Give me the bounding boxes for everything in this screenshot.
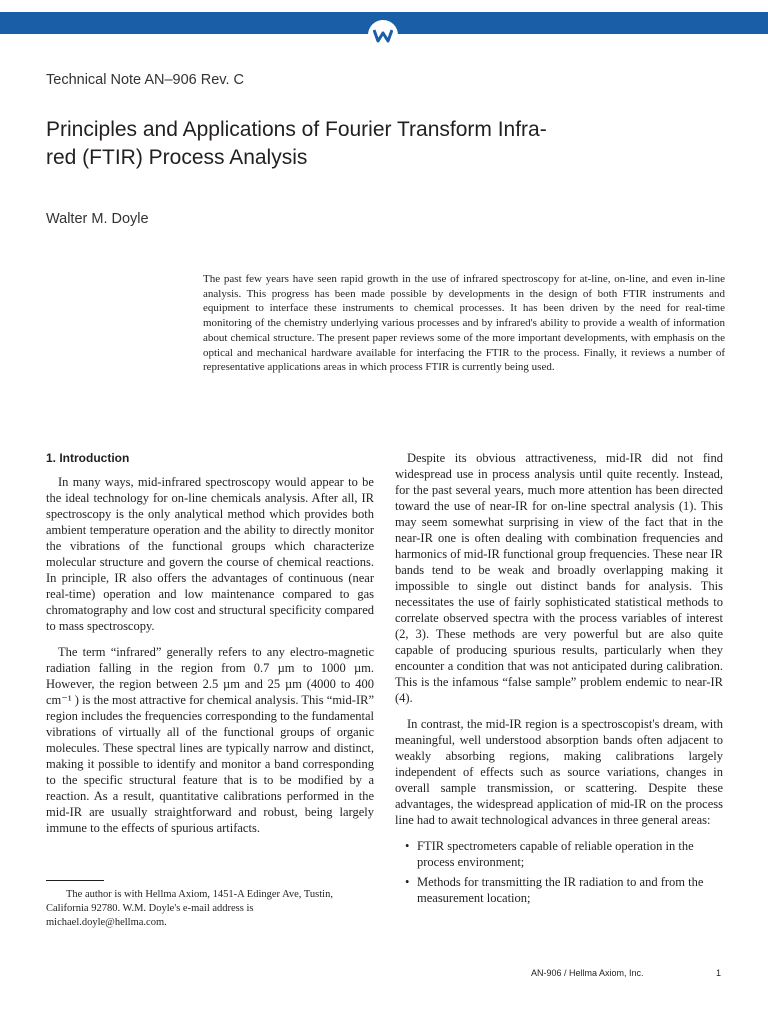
abstract: The past few years have seen rapid growth in the use of infrared spectroscopy for at-line, on-line, and even in-line analysis. This progress has been made possible by developments in the design of both FTIR instruments and equipment to interface these instruments to chemical processes. It has been driven by the need for real-time monitoring of the chemistry underlying various processes and by infrared's ability to provide a wealth of information about chemical structure. The present paper reviews some of the more important developments, with emphasis on the optical and mechanical hardware available for interfacing the FTIR to the process. Finally, it reviews a number of representative applications areas in which process FTIR is currently being used. <box>203 273 725 374</box>
page-number: 1 <box>716 968 722 978</box>
bullet-list <box>395 838 723 906</box>
bullet-icon: • <box>405 839 410 853</box>
right-column <box>395 450 723 910</box>
list-item-text: FTIR spectrometers capable of reliable operation in the process environment; <box>417 839 694 869</box>
footnote-text: The author is with Hellma Axiom, 1451-A Edinger Ave, Tustin, California 92780. W.M. Doyle's e-mail address is michael.doyle@hellma.com. <box>46 889 333 928</box>
list-item <box>395 838 723 870</box>
section-heading: 1. Introduction <box>46 451 130 465</box>
title-line-2: red (FTIR) Process Analysis <box>46 146 308 169</box>
paragraph: In contrast, the mid-IR region is a spectroscopist's dream, with meaningful, well understood absorption bands often adjacent to weakly absorbing regions, making calibrations largely independent of effects such as source variations, changes in overall sample transmission, or scattering. Despite these advantages, the widespread application of mid-IR on the process line had to await technological advances in three general areas: <box>395 717 723 827</box>
author-name: Walter M. Doyle <box>46 211 149 227</box>
technical-note-label: Technical Note AN–906 Rev. C <box>46 72 245 88</box>
paragraph: The term “infrared” generally refers to any electro-magnetic radiation falling in the region from 0.7 µm to 1000 µm. However, the region between 2.5 µm and 25 µm (4000 to 400 cm⁻¹ ) is the most attractive for chemical analysis. This “mid-IR” region includes the frequencies corresponding to the fundamental vibrations of virtually all of the functional groups of organic molecules. These spectral lines are typically narrow and distinct, making it possible to identify and monitor a band corresponding to the specific structural feature that is to be modified by a reaction. As a result, quantitative calibrations performed in the mid-IR are usually straightforward and robust, being largely immune to the effects of spurious artifacts. <box>46 645 374 835</box>
footer-label: AN-906 / Hellma Axiom, Inc. <box>531 968 644 978</box>
paragraph: Despite its obvious attractiveness, mid-IR did not find widespread use in process analysis until quite recently. Instead, for the past several years, much more attention has been directed toward the use of near-IR for on-line spectral analysis (1). This may seem somewhat surprising in view of the fact that in the near-IR one is often dealing with combination frequencies and harmonics of mid-IR functional group frequencies. These near IR bands tend to be weak and broadly overlapping making it impossible to single out distinct bands for analysis. This necessitates the use of fairly sophisticated statistical methods to correlate observed spectra with the process variables of interest (2, 3). These methods are very powerful but are also quite capable of producing spurious results, particularly when they encounter a condition that was not anticipated during calibration. This is the infamous “false sample” problem endemic to near-IR (4). <box>395 451 723 705</box>
list-item <box>395 874 723 906</box>
bullet-icon: • <box>405 875 410 889</box>
title-line-1: Principles and Applications of Fourier Transform Infra- <box>46 118 547 141</box>
paragraph: In many ways, mid-infrared spectroscopy would appear to be the ideal technology for on-line chemicals analysis. After all, IR spectroscopy is the only analytical method which provides both ambient temperature operation and the ability to directly monitor the vibrations of the functional groups which characterize molecular structure and govern the course of chemical reactions. In principle, IR also offers the advantages of continuous (near real-time) operation and low maintenance compared to gas chromatography and low cost and structural specificity compared to mass spectroscopy. <box>46 475 374 633</box>
left-column <box>46 450 374 846</box>
list-item-text: Methods for transmitting the IR radiation to and from the measurement location; <box>417 875 704 905</box>
footnote <box>46 888 376 930</box>
footnote-rule <box>46 880 104 881</box>
hellma-axiom-logo-icon <box>368 20 398 50</box>
paper-title <box>46 116 686 172</box>
